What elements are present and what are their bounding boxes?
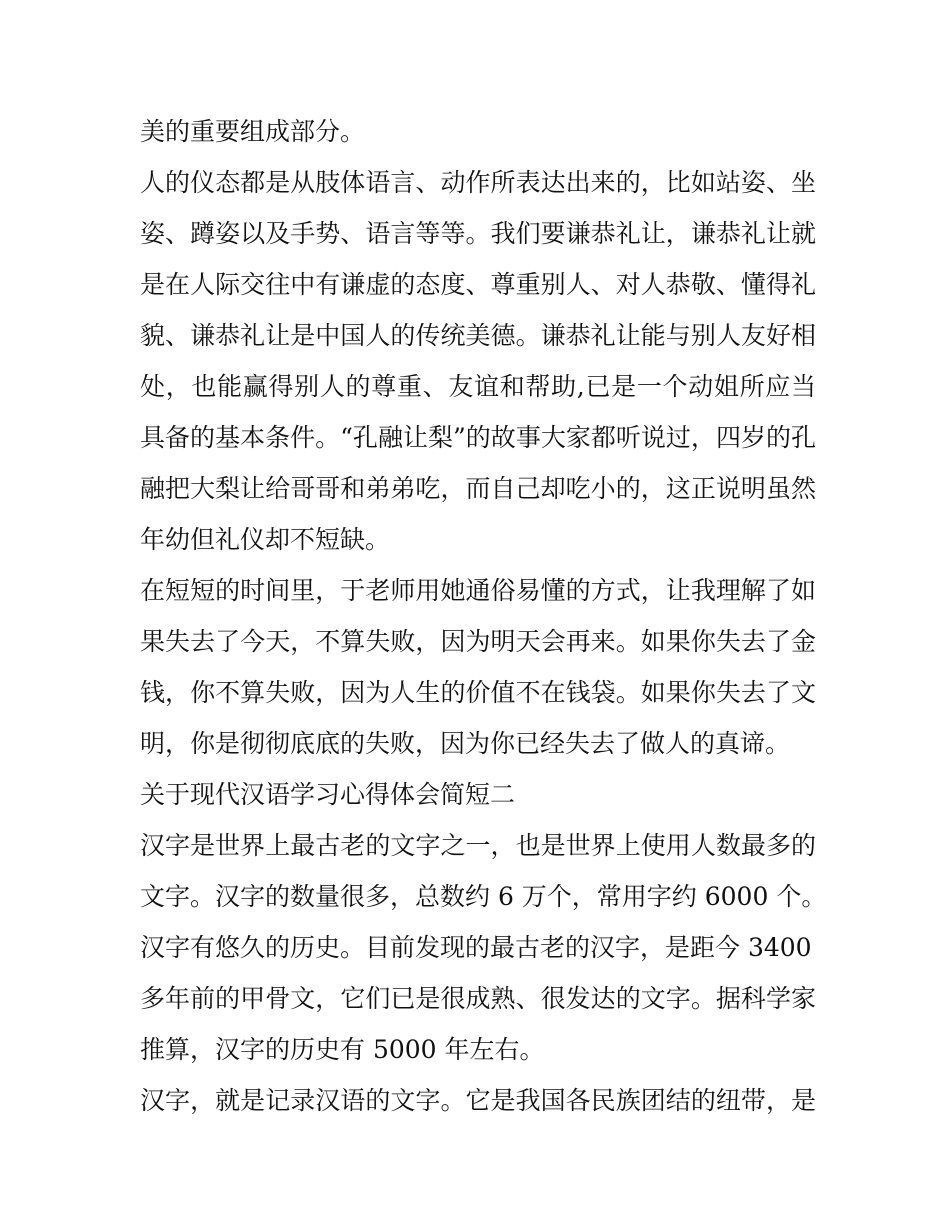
text-line: 汉字是世界上最古老的文字之一，也是世界上使用人数最多的 — [140, 831, 816, 860]
text-line: 年幼但礼仪却不短缺。 — [140, 525, 391, 554]
text-line: 多年前的甲骨文，它们已是很成熟、很发达的文字。据科学家 — [140, 984, 816, 1013]
text-line: 文字。汉字的数量很多，总数约 6 万个，常用字约 6000 个。 — [140, 882, 827, 911]
text-line: 美的重要组成部分。 — [140, 117, 366, 146]
text-line: 是在人际交往中有谦虚的态度、尊重别人、对人恭敬、懂得礼 — [140, 270, 816, 299]
text-line: 姿、蹲姿以及手势、语言等等。我们要谦恭礼让，谦恭礼让就 — [140, 219, 816, 248]
text-line: 人的仪态都是从肢体语言、动作所表达出来的，比如站姿、坐 — [140, 168, 816, 197]
text-line: 推算，汉字的历史有 5000 年左右。 — [140, 1035, 545, 1064]
body-text — [140, 106, 827, 1126]
section-heading: 关于现代汉语学习心得体会简短二 — [140, 780, 516, 809]
text-line: 明，你是彻彻底底的失败，因为你已经失去了做人的真谛。 — [140, 729, 791, 758]
text-line: 钱，你不算失败，因为人生的价值不在钱袋。如果你失去了文 — [140, 678, 816, 707]
text-line: 汉字有悠久的历史。目前发现的最古老的汉字，是距今 3400 — [140, 933, 812, 962]
text-line: 具备的基本条件。“孔融让梨”的故事大家都听说过，四岁的孔 — [140, 423, 816, 452]
text-line: 处，也能赢得别人的尊重、友谊和帮助,已是一个动姐所应当 — [140, 372, 816, 401]
text-line: 汉字，就是记录汉语的文字。它是我国各民族团结的纽带，是 — [140, 1086, 816, 1115]
text-line: 融把大梨让给哥哥和弟弟吃，而自己却吃小的，这正说明虽然 — [140, 474, 816, 503]
text-line: 貌、谦恭礼让是中国人的传统美德。谦恭礼让能与别人友好相 — [140, 321, 816, 350]
text-line: 在短短的时间里，于老师用她通俗易懂的方式，让我理解了如 — [140, 576, 816, 605]
text-line: 果失去了今天，不算失败，因为明天会再来。如果你失去了金 — [140, 627, 816, 656]
